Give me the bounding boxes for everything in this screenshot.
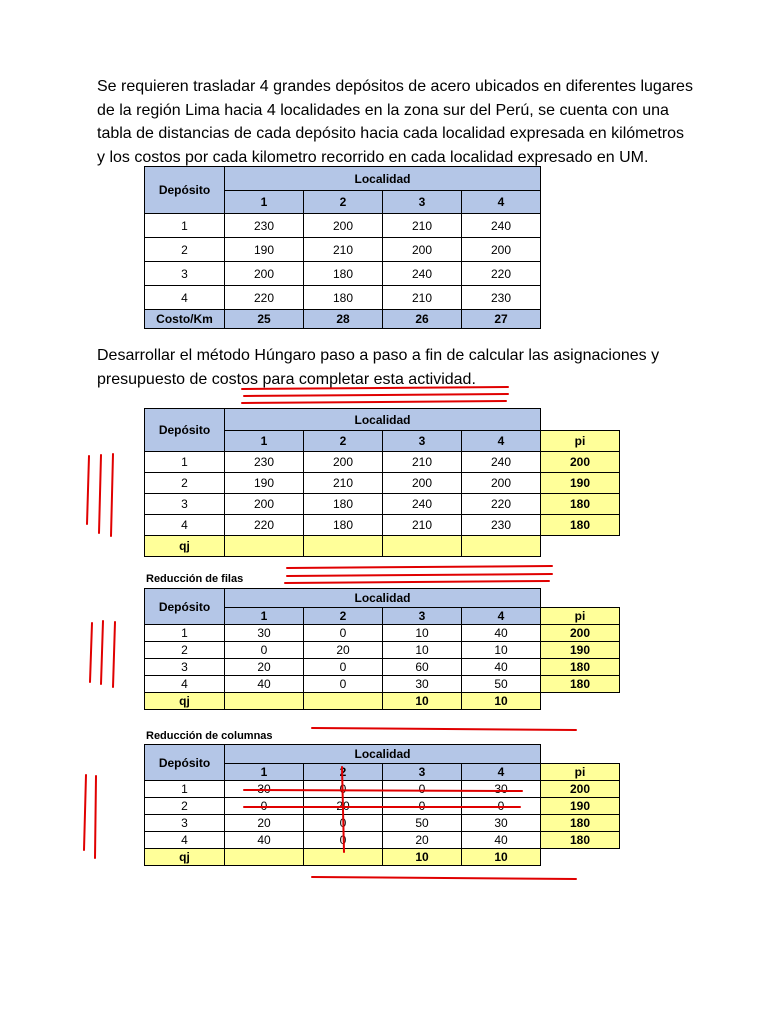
table-cell: 30 bbox=[225, 625, 304, 642]
cost-cell: 28 bbox=[304, 310, 383, 329]
table-cell: 200 bbox=[304, 214, 383, 238]
table-cell: 180 bbox=[304, 515, 383, 536]
table-cell: 240 bbox=[383, 494, 462, 515]
intro-line: y los costos por cada kilometro recorrido en cada localidad expresado en UM. bbox=[97, 148, 649, 166]
column-header: 4 bbox=[462, 608, 541, 625]
pi-cell: 180 bbox=[541, 676, 620, 693]
localidad-header: Localidad bbox=[225, 167, 541, 191]
table-row bbox=[145, 238, 541, 262]
qj-label: qj bbox=[145, 536, 225, 557]
row-header: 3 bbox=[145, 659, 225, 676]
table-row bbox=[145, 781, 620, 798]
deposito-header: Depósito bbox=[145, 589, 225, 625]
table-cell: 240 bbox=[462, 452, 541, 473]
column-header: 4 bbox=[462, 764, 541, 781]
table-cell: 0 bbox=[462, 798, 541, 815]
table-cell: 20 bbox=[383, 832, 462, 849]
table-row bbox=[145, 286, 541, 310]
table-cell: 10 bbox=[383, 642, 462, 659]
table-cell: 200 bbox=[383, 238, 462, 262]
table-row bbox=[145, 214, 541, 238]
table-row bbox=[145, 815, 620, 832]
table-row bbox=[145, 515, 620, 536]
table-cell: 30 bbox=[462, 781, 541, 798]
deposito-header: Depósito bbox=[145, 745, 225, 781]
table-cell: 220 bbox=[225, 515, 304, 536]
qj-cell bbox=[225, 849, 304, 866]
row-header: 3 bbox=[145, 262, 225, 286]
instruction-line: Desarrollar el método Húngaro paso a paso a fin de calcular las asignaciones y bbox=[97, 347, 660, 364]
red-underline bbox=[287, 574, 552, 576]
red-tally-stroke bbox=[111, 454, 113, 536]
pi-cell: 180 bbox=[541, 832, 620, 849]
row-header: 1 bbox=[145, 214, 225, 238]
red-underline bbox=[287, 566, 552, 568]
table-cell: 60 bbox=[383, 659, 462, 676]
table-row bbox=[145, 832, 620, 849]
table-cell: 10 bbox=[462, 642, 541, 659]
qj-cell bbox=[383, 536, 462, 557]
row-header: 4 bbox=[145, 832, 225, 849]
table-cell: 190 bbox=[225, 473, 304, 494]
row-header: 2 bbox=[145, 473, 225, 494]
table-row bbox=[145, 676, 620, 693]
red-tally-stroke bbox=[113, 622, 115, 687]
table-cell: 0 bbox=[225, 798, 304, 815]
table-cell: 210 bbox=[383, 214, 462, 238]
qj-row bbox=[145, 536, 620, 557]
column-header: 3 bbox=[383, 608, 462, 625]
table-cell: 180 bbox=[304, 262, 383, 286]
pi-cell: 180 bbox=[541, 659, 620, 676]
table-row bbox=[145, 659, 620, 676]
table-cell: 210 bbox=[383, 286, 462, 310]
table-cell: 0 bbox=[304, 676, 383, 693]
table-cell: 200 bbox=[462, 238, 541, 262]
blank-cell bbox=[541, 536, 620, 557]
table-cell: 230 bbox=[225, 214, 304, 238]
deposito-header: Depósito bbox=[145, 409, 225, 452]
table-cell: 220 bbox=[462, 262, 541, 286]
localidad-header: Localidad bbox=[225, 409, 541, 431]
table-cell: 230 bbox=[462, 286, 541, 310]
table-cell: 220 bbox=[462, 494, 541, 515]
table-cell: 40 bbox=[462, 659, 541, 676]
table-cell: 200 bbox=[383, 473, 462, 494]
blank-cell bbox=[541, 409, 620, 431]
table-cell: 240 bbox=[383, 262, 462, 286]
table-row bbox=[145, 452, 620, 473]
red-tally-stroke bbox=[84, 775, 86, 850]
instruction-paragraph bbox=[97, 344, 697, 391]
table-row bbox=[145, 642, 620, 659]
row-header: 3 bbox=[145, 815, 225, 832]
qj-cell bbox=[462, 536, 541, 557]
blank-cell bbox=[541, 745, 620, 764]
qj-label: qj bbox=[145, 693, 225, 710]
intro-line: tabla de distancias de cada depósito hacia cada localidad expresada en kilómetros bbox=[97, 125, 685, 142]
column-header: 2 bbox=[304, 431, 383, 452]
pi-cell: 180 bbox=[541, 494, 620, 515]
instruction-line: presupuesto de costos para completar esta actividad. bbox=[97, 370, 476, 388]
qj-cell bbox=[225, 693, 304, 710]
table-cell: 0 bbox=[304, 815, 383, 832]
pi-cell: 180 bbox=[541, 515, 620, 536]
red-underline bbox=[242, 401, 506, 403]
table-cell: 190 bbox=[225, 238, 304, 262]
table-cell: 20 bbox=[304, 798, 383, 815]
table-cell: 200 bbox=[304, 452, 383, 473]
cost-cell: 26 bbox=[383, 310, 462, 329]
table-cell: 40 bbox=[462, 625, 541, 642]
deposito-header: Depósito bbox=[145, 167, 225, 214]
column-header: 4 bbox=[462, 191, 541, 214]
pi-cell: 200 bbox=[541, 781, 620, 798]
table-cell: 210 bbox=[383, 452, 462, 473]
table-cell: 230 bbox=[225, 452, 304, 473]
table-cell: 0 bbox=[304, 659, 383, 676]
pi-cell: 190 bbox=[541, 642, 620, 659]
cost-cell: 27 bbox=[462, 310, 541, 329]
qj-cell bbox=[304, 536, 383, 557]
table-cell: 50 bbox=[462, 676, 541, 693]
intro-line: de la región Lima hacia 4 localidades en la zona sur del Perú, se cuenta con una bbox=[97, 101, 669, 119]
column-header: 2 bbox=[304, 608, 383, 625]
blank-cell bbox=[541, 849, 620, 866]
table-cell: 180 bbox=[304, 286, 383, 310]
table-cell: 0 bbox=[383, 781, 462, 798]
red-tally-stroke bbox=[87, 456, 89, 524]
qj-cell: 10 bbox=[383, 849, 462, 866]
table-cell: 40 bbox=[225, 832, 304, 849]
row-header: 1 bbox=[145, 625, 225, 642]
table-cell: 0 bbox=[304, 832, 383, 849]
row-header: 2 bbox=[145, 238, 225, 262]
pi-header: pi bbox=[541, 431, 620, 452]
column-reduction-table bbox=[144, 744, 620, 866]
table-cell: 0 bbox=[225, 642, 304, 659]
pi-cell: 190 bbox=[541, 473, 620, 494]
qj-cell bbox=[304, 849, 383, 866]
red-underline bbox=[244, 394, 508, 396]
table-row bbox=[145, 473, 620, 494]
table-cell: 200 bbox=[462, 473, 541, 494]
table-cell: 200 bbox=[225, 494, 304, 515]
row-header: 1 bbox=[145, 781, 225, 798]
table-cell: 210 bbox=[304, 238, 383, 262]
qj-cell: 10 bbox=[462, 693, 541, 710]
column-header: 2 bbox=[304, 191, 383, 214]
row-reduction-caption: Reducción de filas bbox=[146, 573, 244, 585]
pi-header: pi bbox=[541, 764, 620, 781]
row-header: 3 bbox=[145, 494, 225, 515]
table-cell: 180 bbox=[304, 494, 383, 515]
pi-cell: 200 bbox=[541, 625, 620, 642]
red-tally-stroke bbox=[99, 455, 101, 533]
column-header: 3 bbox=[383, 431, 462, 452]
intro-paragraph bbox=[97, 75, 697, 169]
costo-km-label: Costo/Km bbox=[145, 310, 225, 329]
table-cell: 10 bbox=[383, 625, 462, 642]
table-cell: 30 bbox=[462, 815, 541, 832]
table-cell: 40 bbox=[225, 676, 304, 693]
qj-row bbox=[145, 693, 620, 710]
column-header: 3 bbox=[383, 191, 462, 214]
row-header: 4 bbox=[145, 676, 225, 693]
red-underline bbox=[312, 728, 576, 730]
pi-cell: 190 bbox=[541, 798, 620, 815]
localidad-header: Localidad bbox=[225, 745, 541, 764]
row-reduction-table bbox=[144, 588, 620, 710]
pi-cell: 180 bbox=[541, 815, 620, 832]
red-underline bbox=[312, 877, 576, 879]
table-cell: 0 bbox=[304, 781, 383, 798]
red-tally-stroke bbox=[90, 623, 92, 682]
column-reduction-caption: Reducción de columnas bbox=[146, 730, 273, 742]
pi-header: pi bbox=[541, 608, 620, 625]
column-header: 1 bbox=[225, 191, 304, 214]
red-tally-stroke bbox=[95, 776, 96, 858]
column-header: 1 bbox=[225, 764, 304, 781]
table-cell: 30 bbox=[383, 676, 462, 693]
column-header: 2 bbox=[304, 764, 383, 781]
row-header: 2 bbox=[145, 798, 225, 815]
table-row bbox=[145, 262, 541, 286]
table-cell: 230 bbox=[462, 515, 541, 536]
table-row bbox=[145, 798, 620, 815]
row-header: 2 bbox=[145, 642, 225, 659]
table-row bbox=[145, 494, 620, 515]
table-cell: 220 bbox=[225, 286, 304, 310]
row-header: 4 bbox=[145, 286, 225, 310]
qj-label: qj bbox=[145, 849, 225, 866]
table-cell: 30 bbox=[225, 781, 304, 798]
qj-cell bbox=[304, 693, 383, 710]
table-cell: 20 bbox=[225, 659, 304, 676]
qj-cell: 10 bbox=[383, 693, 462, 710]
localidad-header: Localidad bbox=[225, 589, 541, 608]
table-cell: 20 bbox=[304, 642, 383, 659]
table-cell: 240 bbox=[462, 214, 541, 238]
table-cell: 200 bbox=[225, 262, 304, 286]
distance-table bbox=[144, 166, 541, 329]
qj-row bbox=[145, 849, 620, 866]
row-header: 4 bbox=[145, 515, 225, 536]
table-row bbox=[145, 625, 620, 642]
table-cell: 0 bbox=[383, 798, 462, 815]
column-header: 1 bbox=[225, 608, 304, 625]
pi-table bbox=[144, 408, 620, 557]
red-underline bbox=[285, 581, 549, 583]
red-tally-stroke bbox=[101, 621, 103, 684]
row-header: 1 bbox=[145, 452, 225, 473]
blank-cell bbox=[541, 589, 620, 608]
column-header: 3 bbox=[383, 764, 462, 781]
table-cell: 210 bbox=[304, 473, 383, 494]
qj-cell bbox=[225, 536, 304, 557]
blank-cell bbox=[541, 693, 620, 710]
table-cell: 0 bbox=[304, 625, 383, 642]
intro-line: Se requieren trasladar 4 grandes depósitos de acero ubicados en diferentes lugares bbox=[97, 78, 693, 95]
table-cell: 50 bbox=[383, 815, 462, 832]
column-header: 4 bbox=[462, 431, 541, 452]
cost-cell: 25 bbox=[225, 310, 304, 329]
table-cell: 20 bbox=[225, 815, 304, 832]
table-cell: 40 bbox=[462, 832, 541, 849]
qj-cell: 10 bbox=[462, 849, 541, 866]
pi-cell: 200 bbox=[541, 452, 620, 473]
table-cell: 210 bbox=[383, 515, 462, 536]
column-header: 1 bbox=[225, 431, 304, 452]
cost-row bbox=[145, 310, 541, 329]
